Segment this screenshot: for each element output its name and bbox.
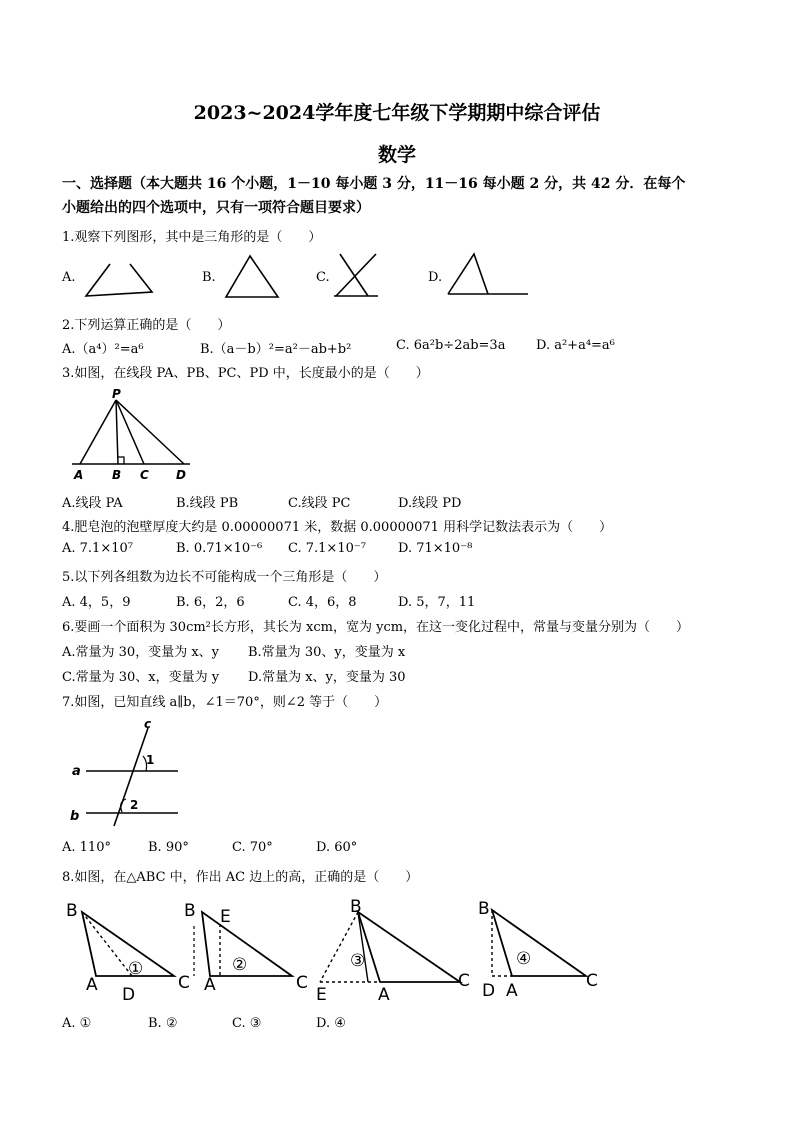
q8-fig3-label-e: E — [316, 985, 327, 1005]
q4-option-a: A. 7.1×10⁷ — [62, 541, 133, 556]
q8-fig4-label-a: A — [506, 981, 518, 1001]
q2-option-a: A.（a⁴）²=a⁶ — [62, 342, 144, 357]
q3-label-p: P — [112, 387, 121, 401]
q8-fig2-label-a: A — [204, 975, 216, 995]
q7-label-c: c — [144, 717, 152, 731]
q4-stem: 4.肥皂泡的泡壁厚度大约是 0.00000071 米，数据 0.00000071 用科学记数法表示为（ ） — [62, 520, 613, 535]
q3-label-c: C — [140, 468, 149, 482]
q3-label-a: A — [74, 468, 84, 482]
q8-fig2-label-b: B — [184, 901, 196, 921]
q5-stem: 5.以下列各组数为边长不可能构成一个三角形是（ ） — [62, 570, 387, 585]
q8-fig1-label-c: C — [178, 973, 190, 993]
q8-stem: 8.如图，在△ABC 中，作出 AC 边上的高，正确的是（ ） — [62, 870, 419, 885]
q8-fig2-label-e: E — [220, 907, 231, 927]
q7-option-c: C. 70° — [232, 840, 273, 855]
q2-stem: 2.下列运算正确的是（ ） — [62, 318, 231, 333]
q8-fig1-number: ① — [128, 959, 144, 979]
q8-fig3-label-b: B — [350, 897, 362, 917]
q8-figure-3 — [304, 896, 484, 1006]
q1-figure-c — [330, 250, 390, 302]
section-heading-line1: 一、选择题（本大题共 16 个小题，1－10 每小题 3 分，11－16 每小题 2 分，共 42 分．在每个 — [62, 176, 686, 192]
q7-option-b: B. 90° — [148, 840, 189, 855]
section-heading-line2: 小题给出的四个选项中，只有一项符合题目要求） — [62, 200, 370, 216]
q1-figure-b — [220, 252, 290, 302]
q5-option-a: A. 4，5，9 — [62, 595, 131, 610]
q6-option-c: C.常量为 30、x，变量为 y — [62, 670, 220, 685]
q3-label-b: B — [112, 468, 122, 482]
subject-title: 数学 — [377, 144, 416, 166]
q5-option-c: C. 4，6，8 — [288, 595, 357, 610]
q2-option-b: B.（a－b）²=a²－ab+b² — [200, 342, 352, 357]
q3-label-d: D — [176, 468, 186, 482]
q7-label-a: a — [72, 764, 81, 779]
q5-option-b: B. 6，2，6 — [176, 595, 245, 610]
q7-label-angle2: 2 — [130, 798, 139, 812]
q7-figure — [64, 716, 194, 831]
q8-fig4-label-d: D — [482, 981, 496, 1001]
q6-option-b: B.常量为 30、y，变量为 x — [248, 645, 406, 660]
q1-option-d: D. — [428, 270, 443, 285]
q7-option-a: A. 110° — [62, 840, 111, 855]
q5-option-d: D. 5，7，11 — [398, 595, 476, 610]
q8-fig2-number: ② — [232, 955, 248, 975]
exam-title: 2023~2024学年度七年级下学期期中综合评估 — [193, 102, 601, 124]
q3-option-c: C.线段 PC — [288, 496, 351, 511]
q7-label-angle1: 1 — [146, 753, 155, 767]
q6-option-d: D.常量为 x、y，变量为 30 — [248, 670, 406, 685]
q1-option-b: B. — [202, 270, 216, 285]
q8-fig4-label-c: C — [586, 971, 598, 991]
q1-figure-d — [444, 250, 534, 300]
q8-fig1-label-a: A — [86, 975, 98, 995]
q2-option-c: C. 6a²b÷2ab=3a — [396, 338, 506, 353]
q3-option-b: B.线段 PB — [176, 496, 239, 511]
q6-stem: 6.要画一个面积为 30cm²长方形，其长为 xcm，宽为 ycm，在这一变化过程中，常量与变量分别为（ ） — [62, 620, 690, 635]
q3-option-a: A.线段 PA — [62, 496, 123, 511]
q8-option-a: A. ① — [62, 1016, 92, 1031]
q8-option-d: D. ④ — [316, 1016, 346, 1031]
q8-option-c: C. ③ — [232, 1016, 262, 1031]
q8-option-b: B. ② — [148, 1016, 178, 1031]
q8-fig2-label-c: C — [296, 973, 308, 993]
q3-option-d: D.线段 PD — [398, 496, 462, 511]
q4-option-c: C. 7.1×10⁻⁷ — [288, 541, 366, 556]
q8-fig4-label-b: B — [478, 899, 490, 919]
q7-stem: 7.如图，已知直线 a∥b，∠1＝70°，则∠2 等于（ ） — [62, 695, 388, 710]
q1-stem: 1.观察下列图形，其中是三角形的是（ ） — [62, 230, 322, 245]
q6-option-a: A.常量为 30，变量为 x、y — [62, 645, 220, 660]
q8-fig3-label-a: A — [378, 985, 390, 1005]
q3-figure — [66, 386, 196, 486]
q3-stem: 3.如图，在线段 PA、PB、PC、PD 中，长度最小的是（ ） — [62, 366, 429, 381]
q4-option-d: D. 71×10⁻⁸ — [398, 541, 473, 556]
q8-fig3-number: ③ — [350, 951, 366, 971]
q8-figure-4 — [474, 896, 614, 1006]
q8-fig4-number: ④ — [516, 949, 532, 969]
q1-option-a: A. — [62, 270, 76, 285]
q1-option-c: C. — [316, 270, 330, 285]
q4-option-b: B. 0.71×10⁻⁶ — [176, 541, 263, 556]
q8-fig1-label-b: B — [66, 901, 78, 921]
q2-option-d: D. a²+a⁴=a⁶ — [536, 338, 615, 353]
q7-label-b: b — [70, 809, 80, 824]
q8-fig1-label-d: D — [122, 985, 136, 1005]
q1-figure-a — [80, 258, 160, 303]
q8-figure-2 — [180, 896, 320, 1006]
q7-option-d: D. 60° — [316, 840, 358, 855]
q8-fig3-label-c: C — [458, 971, 470, 991]
